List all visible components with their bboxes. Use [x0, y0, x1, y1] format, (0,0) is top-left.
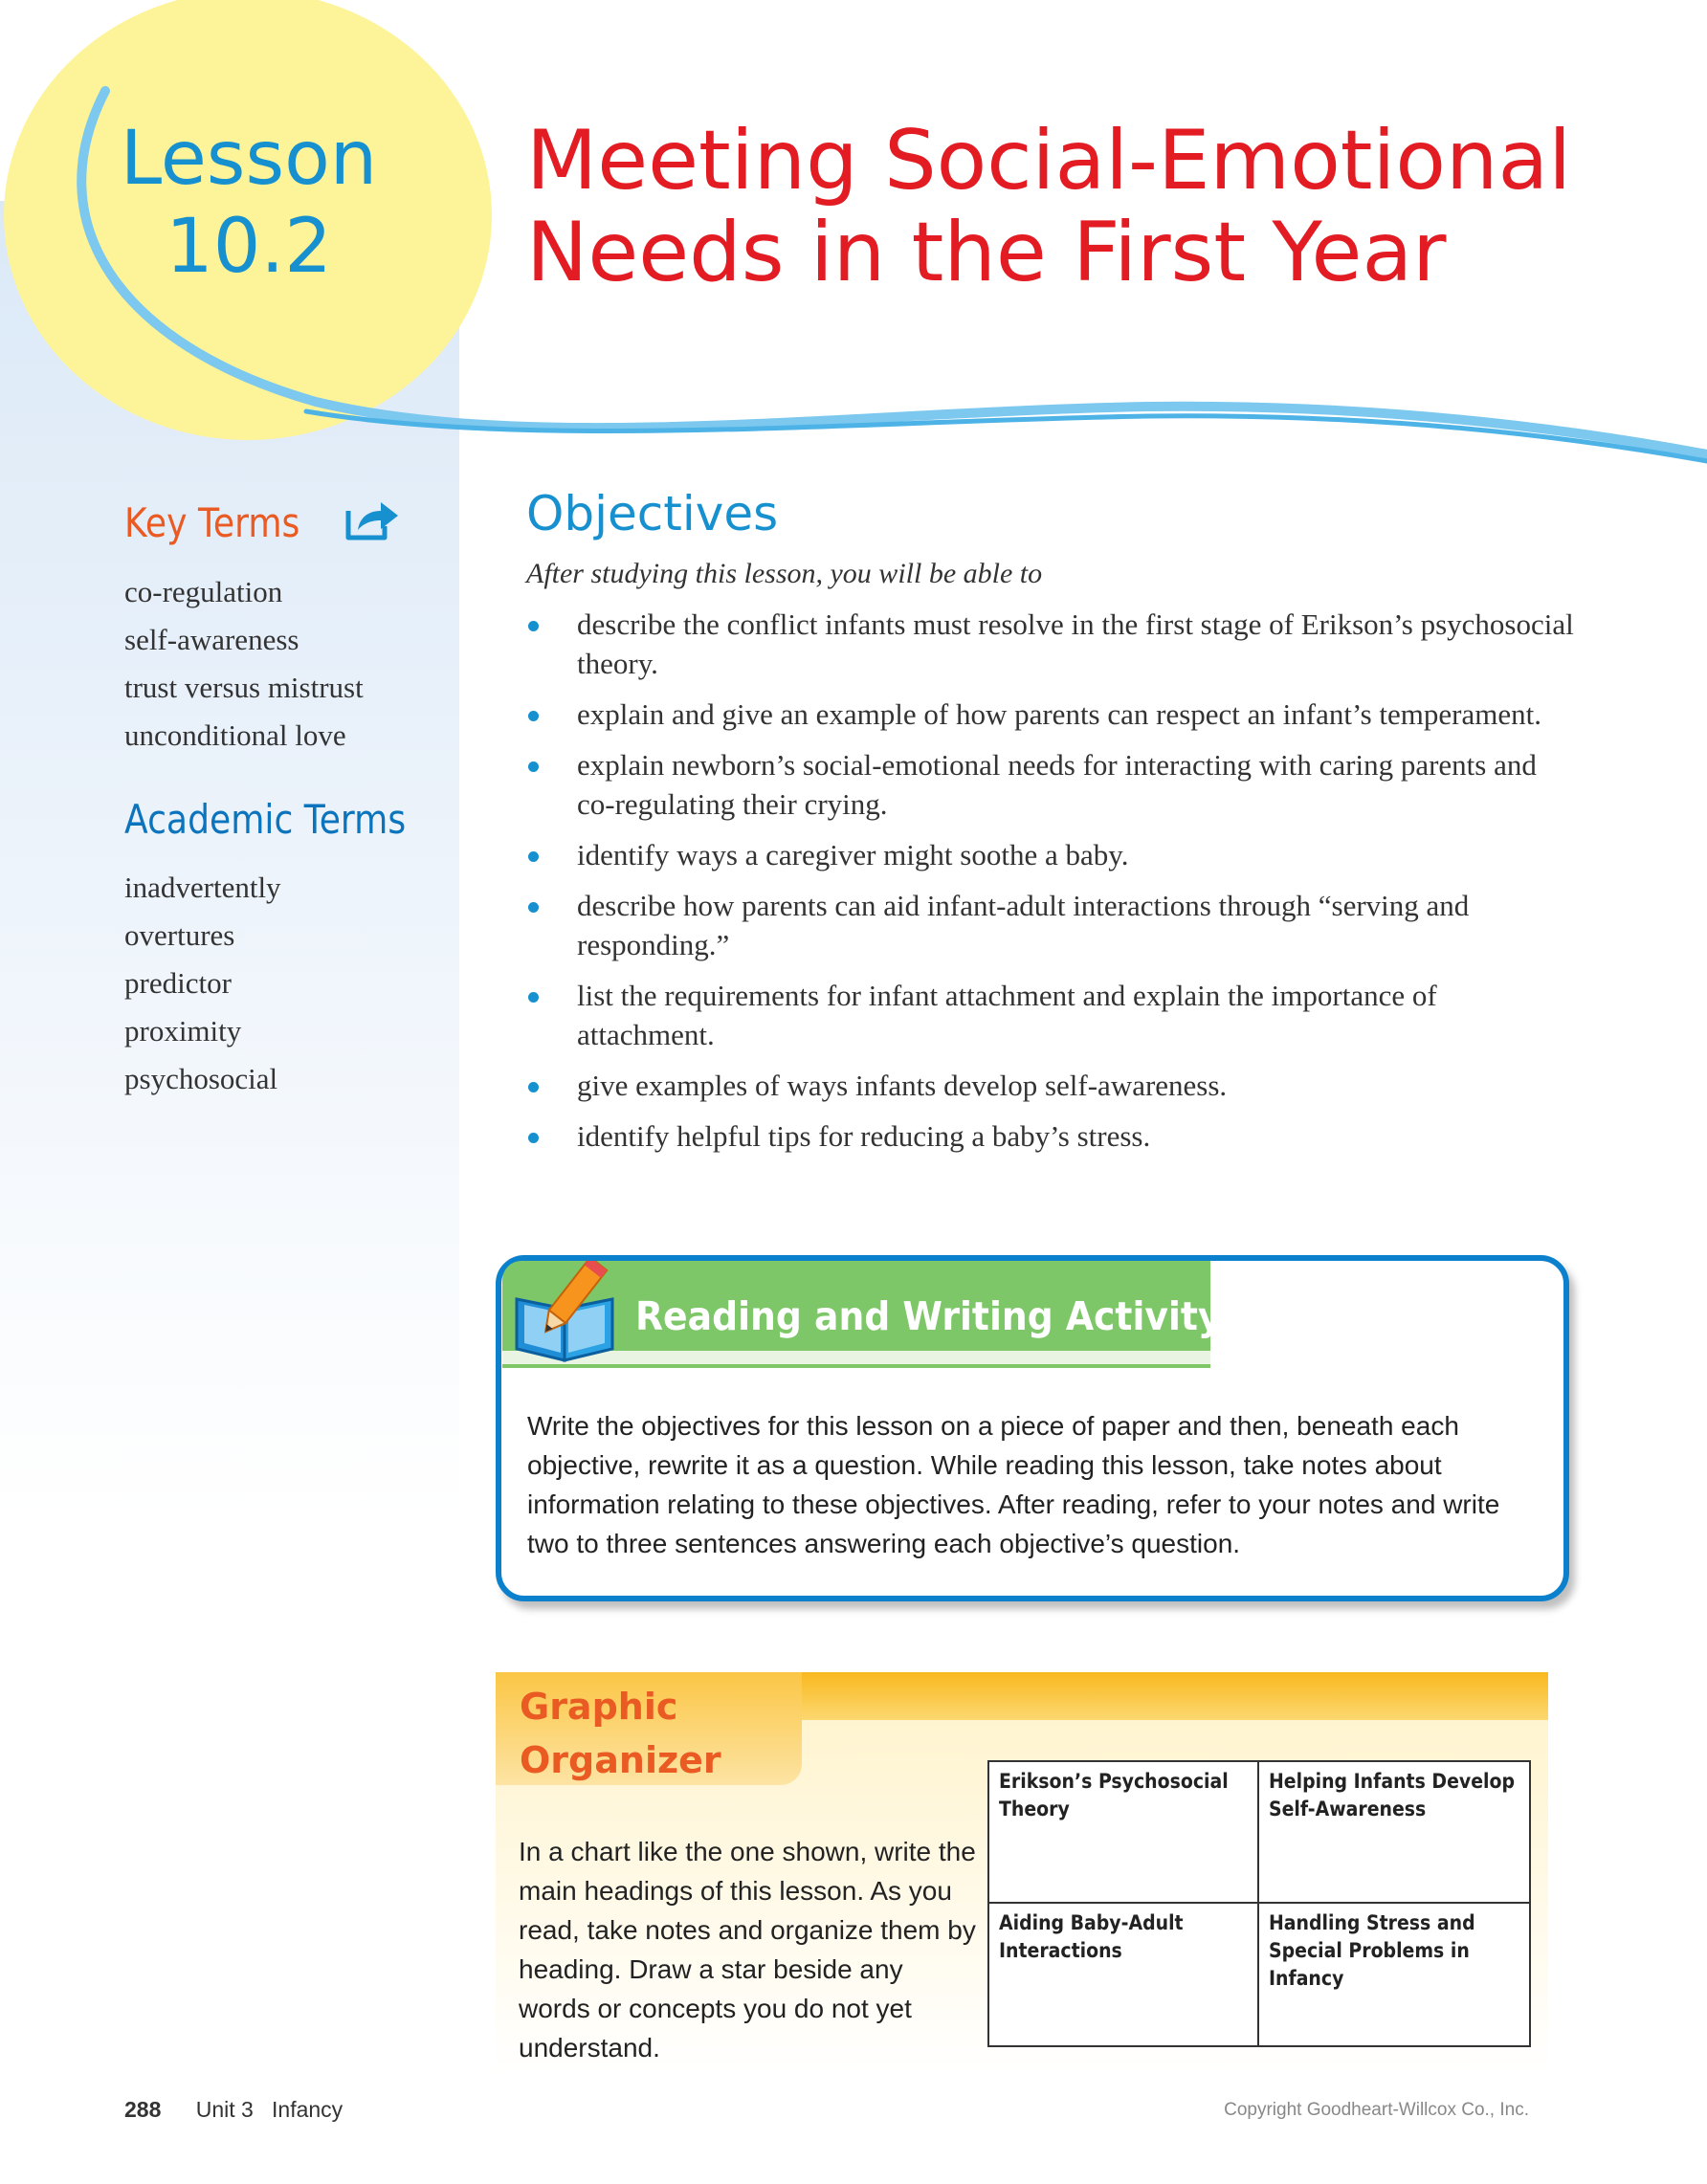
key-term[interactable]: self-awareness: [124, 623, 299, 656]
lesson-title-line-2: Needs in the First Year: [526, 205, 1447, 301]
key-term[interactable]: unconditional love: [124, 718, 346, 752]
reading-writing-text: Write the objectives for this lesson on a piece of paper and then, beneath each objective, rewrite it as a question. While reading this lesson, take notes about information relating to these objectives. After reading, refer to your notes and write two to three sentences answering each objective’s question.: [527, 1411, 1500, 1558]
page-number: 288: [124, 2097, 162, 2122]
objectives-heading: Objectives: [526, 486, 779, 541]
organizer-cell: Aiding Baby-Adult Interactions: [989, 1904, 1259, 2045]
objective-item: explain and give an example of how parents can respect an infant’s temperament.: [526, 695, 1579, 734]
lesson-label-word: Lesson: [120, 116, 378, 202]
objectives-list: [526, 605, 1579, 1167]
objective-item: identify ways a caregiver might soothe a baby.: [526, 835, 1579, 874]
academic-term[interactable]: overtures: [124, 918, 235, 952]
objective-item: explain newborn’s social-emotional needs for interacting with caring parents and co-regulating their crying.: [526, 745, 1579, 824]
lesson-number-label: [57, 115, 440, 291]
graphic-organizer-chart: [987, 1760, 1531, 2047]
objective-item: describe how parents can aid infant-adult interactions through “serving and responding.”: [526, 886, 1579, 964]
objective-item: describe the conflict infants must resolve in the first stage of Erikson’s psychosocial theory.: [526, 605, 1579, 683]
lesson-label-number: 10.2: [166, 204, 332, 291]
academic-term[interactable]: inadvertently: [124, 871, 281, 904]
reading-writing-title: Reading and Writing Activity: [635, 1293, 1222, 1339]
key-term[interactable]: co-regulation: [124, 575, 283, 608]
share-arrow-icon[interactable]: [343, 497, 402, 543]
page-footer: [124, 2097, 343, 2123]
unit-label: Unit 3 Infancy: [195, 2097, 344, 2122]
copyright-notice: Copyright Goodheart-Willcox Co., Inc.: [1224, 2100, 1529, 2120]
graphic-organizer-title: [520, 1680, 721, 1787]
lesson-title-line-1: Meeting Social-Emotional: [526, 113, 1572, 209]
academic-terms-list: [124, 864, 281, 1103]
objective-item: list the requirements for infant attachment and explain the importance of attachment.: [526, 976, 1579, 1054]
key-terms-list: [124, 568, 364, 760]
objective-item: identify helpful tips for reducing a baby’s stress.: [526, 1116, 1579, 1156]
lesson-title: [526, 115, 1655, 299]
graphic-organizer-title-line-1: Graphic: [520, 1686, 678, 1728]
academic-term[interactable]: proximity: [124, 1014, 242, 1048]
academic-term[interactable]: predictor: [124, 966, 232, 1000]
key-terms-heading: Key Terms: [124, 499, 300, 546]
academic-terms-heading: Academic Terms: [124, 796, 407, 843]
organizer-cell: Handling Stress and Special Problems in Infancy: [1269, 1911, 1475, 1990]
graphic-organizer-text: In a chart like the one shown, write the main headings of this lesson. As you read, take notes and organize them by heading. Draw a star beside any words or concepts you do not yet understand.: [519, 1837, 976, 2063]
organizer-cell: Helping Infants Develop Self-Awareness: [1259, 1762, 1529, 1904]
graphic-organizer-title-line-2: Organizer: [520, 1739, 721, 1781]
academic-term[interactable]: psychosocial: [124, 1062, 278, 1095]
objectives-intro: After studying this lesson, you will be able to: [526, 558, 1043, 589]
organizer-cell: Erikson’s Psychosocial Theory: [989, 1762, 1259, 1904]
objective-item: give examples of ways infants develop self-awareness.: [526, 1066, 1579, 1105]
key-term[interactable]: trust versus mistrust: [124, 671, 364, 704]
book-pencil-icon: [505, 1261, 630, 1368]
